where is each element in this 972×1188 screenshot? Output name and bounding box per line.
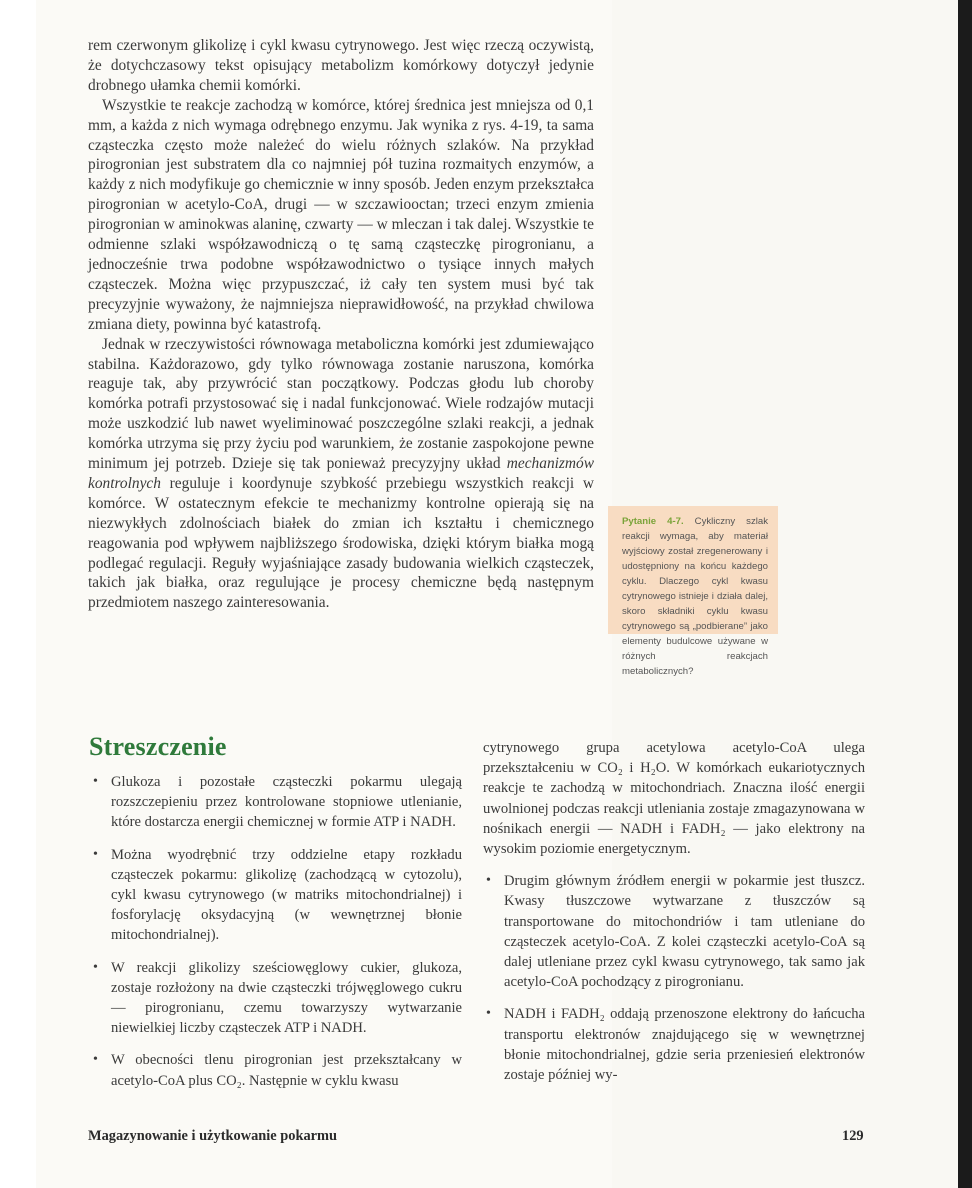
bullet-continuation: cytrynowego grupa acetylowa acetylo-CoA ulega przekształceniu w CO₂ i H₂O. W komórkach eukariotycznych reakcje te zachodzą w mitochondriach. Znaczna ilość energii uwolnionej podczas reakcji utleniania zostaje zmagazynowana w nośnikach energii — NADH i FADH₂ — jako elektrony na wysokim poziomie energetycznym. bbox=[483, 740, 865, 858]
summary-bullet bbox=[483, 871, 865, 992]
bullet-icon: • bbox=[93, 959, 98, 975]
summary-bullet bbox=[90, 958, 462, 1039]
paragraph-3-part-2: reguluje i koordynuje szybkość przebiegu wszystkich reakcji w komórce. W ostatecznym efekcie te mechanizmy kontrolne opierają się na niezwykłych zdolnościach białek do zmian ich kształtu i chemicznego reagowania pod wpływem najbliższego środowiska, dzięki którym białka mogą podlegać regulacji. Reguły wyjaśniające zasady budowania wielkich cząsteczek, takich jak białka, oraz regulujące je procesy chemiczne będą następnym przedmiotem naszego zainteresowania. bbox=[88, 474, 594, 612]
summary-heading: Streszczenie bbox=[89, 732, 227, 761]
page-number: 129 bbox=[842, 1128, 864, 1144]
page-right-edge bbox=[958, 0, 972, 1188]
question-text: Cykliczny szlak reakcji wymaga, aby materiał wyjściowy został zregenerowany i udostępniony na końcu każdego cyklu. Dlaczego cykl kwasu cytrynowego istnieje i działa dalej, skoro składniki cyklu kwasu cytrynowego są „podbierane” jako elementy budulcowe używane w różnych reakcjach metabolicznych? bbox=[622, 516, 769, 677]
bullet-text: W obecności tlenu pirogronian jest przekształcany w acetylo-CoA plus CO₂. Następnie w cyklu kwasu bbox=[111, 1052, 462, 1089]
bullet-icon: • bbox=[93, 774, 98, 789]
bullet-text: W reakcji glikolizy sześciowęglowy cukier, glukoza, zostaje rozłożony na dwie cząsteczki trójwęglowego cukru — pirogronianu, czemu towarzyszy wytwarzanie niewielkiej liczby cząsteczek ATP i NADH. bbox=[111, 959, 462, 1037]
bullet-icon: • bbox=[486, 1006, 491, 1022]
bullet-text: NADH i FADH₂ oddają przenoszone elektrony do łańcucha transportu elektronów znajdującego się w wewnętrznej błonie mitochondrialnej, gdzie seria przeniesień elektronów zostaje później wy- bbox=[504, 1006, 865, 1084]
paragraph-1: rem czerwonym glikolizę i cykl kwasu cytrynowego. Jest więc rzeczą oczywistą, że dotychczasowy tekst opisujący metabolizm komórkowy dotyczył jedynie drobnego ułamka chemii komórki. bbox=[88, 37, 594, 94]
paragraph-2: Wszystkie te reakcje zachodzą w komórce, której średnica jest mniejsza od 0,1 mm, a każda z nich wymaga odrębnego enzymu. Jak wynika z rys. 4-19, ta sama cząsteczka często może należeć do wielu różnych szlaków. Na przykład pirogronian jest substratem dla co najmniej pół tuzina rozmaitych enzymów, a każdy z nich modyfikuje go chemicznie w inny sposób. Jeden enzym przekształca pirogronian w acetylo-CoA, drugi — w szczawiooctan; trzeci enzym zmienia pirogronian w aminokwas alaninę, czwarty — w mleczan i tak dalej. Wszystkie te odmienne szlaki współzawodniczą o tę samą cząsteczkę pirogronianu, a jednocześnie trwa podobne współzawodnictwo o tysiące innych małych cząsteczek. Można więc przypuszczać, iż cały ten system musi być tak precyzyjnie wyważony, że najmniejsza nieprawidłowość, na przykład chwilowa zmiana diety, powinna być katastrofą. bbox=[88, 96, 595, 333]
paragraph-3-part-1: Jednak w rzeczywistości równowaga metaboliczna komórki jest zdumiewająco stabilna. Każdorazowo, gdy tylko równowaga zostanie naruszona, komórka reaguje tak, aby przywrócić stan początkowy. Podczas głodu lub choroby komórka potrafi przystosować się i nadal funkcjonować. Wiele rodzajów mutacji może uszkodzić lub nawet wyeliminować poszczególne szlaki reakcji, a jednak komórka utrzyma się przy życiu pod warunkiem, że zostanie zaspokojone pewne minimum jej potrzeb. Dzieje się tak ponieważ precyzyjny układ bbox=[88, 335, 594, 473]
question-box bbox=[608, 506, 778, 677]
summary-bullet bbox=[90, 772, 462, 833]
page-left-edge bbox=[0, 0, 36, 1188]
summary-bullet bbox=[90, 1050, 462, 1090]
question-label: Pytanie 4-7. bbox=[622, 516, 684, 527]
bullet-icon: • bbox=[93, 846, 98, 862]
summary-right-column bbox=[483, 738, 865, 1097]
main-text bbox=[88, 36, 594, 613]
bullet-text: Drugim głównym źródłem energii w pokarmie jest tłuszcz. Kwasy tłuszczowe wytwarzane z tłuszczów są transportowane do mitochondriów i tam utleniane do cząsteczek acetylo-CoA. Z kolei cząsteczki acetylo-CoA są dalej utleniane przez cykl kwasu cytrynowego, tak samo jak acetylo-CoA pochodzący z pirogronianu. bbox=[504, 873, 865, 991]
bullet-text: Można wyodrębnić trzy oddzielne etapy rozkładu cząsteczek pokarmu: glikolizę (zachodzącą w cytozolu), cykl kwasu cytrynowego (w matriks mitochondrialnej) i fosforylację oksydacyjną (w wewnętrznej błonie mitochondrialnej). bbox=[111, 846, 462, 944]
running-footer-title: Magazynowanie i użytkowanie pokarmu bbox=[88, 1128, 338, 1144]
bullet-text: Glukoza i pozostałe cząsteczki pokarmu ulegają rozszczepieniu przez kontrolowane stopniowe utlenianie, które dostarcza energii chemicznej w formie ATP i NADH. bbox=[111, 774, 462, 831]
emphasis-term: mechanizmów kontrolnych bbox=[88, 455, 594, 492]
bullet-icon: • bbox=[486, 873, 491, 889]
summary-bullet bbox=[90, 845, 462, 946]
bullet-icon: • bbox=[93, 1052, 98, 1068]
summary-bullet bbox=[483, 1004, 865, 1085]
paragraph-3 bbox=[88, 335, 594, 614]
summary-left-column bbox=[90, 772, 462, 1103]
